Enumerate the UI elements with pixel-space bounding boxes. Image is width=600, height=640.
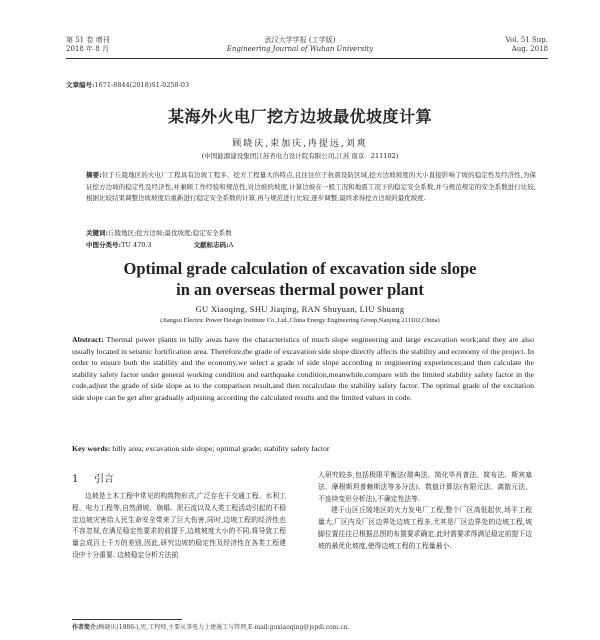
abstract-cn [86, 170, 536, 205]
title-en-line2: in an overseas thermal power plant [176, 280, 424, 299]
section-title: 引言 [94, 474, 114, 485]
body-paragraph: 人研究较多,包括极限平衡法(瑞典法、简化毕肖普法、简布法、斯宾塞法、摩根斯坦普赖斯法等多分法)、数值计算法(有限元法、离散元法、不连续变形分析法),不确定性法等. [318, 471, 532, 503]
clc-label: 中图分类号: [86, 241, 122, 249]
footnote-text: 顾晓庆(1986-),男,工程师,主要从事电力土建施工与管理,E-mail:guxiaoqing@jspdi.com.cn. [98, 624, 350, 631]
running-header-right [448, 36, 548, 54]
title-en-line1: Optimal grade calculation of excavation side slope [123, 259, 477, 278]
body-column-right [318, 470, 532, 553]
running-header-center [190, 36, 410, 54]
journal-name-cn: 武汉大学学报 (工学版) [264, 36, 336, 44]
footnote [72, 622, 542, 631]
body-column-left [72, 491, 286, 562]
keywords-en [72, 443, 534, 454]
journal-date-en: Aug. 2018 [511, 45, 548, 53]
running-header-left [66, 36, 186, 54]
page-title-en [0, 258, 600, 300]
abstract-en [72, 334, 534, 404]
body-paragraph: 边坡是土木工程中常见的构筑物形式,广泛存在于交通工程、水利工程、电力工程等,自然滑坡、崩塌、泥石流以及人类工程活动引起的不稳定边坡灾害给人民生命安全带来了巨大伤害,同时,边坡工程的经济性也不容忽视,在满足稳定性要求的前提下,边坡坡度大小的不同,将导致工程量会成百上千万的差别,因此,研究边坡的稳定性及经济性在各类工程建设中十分重要. 边坡稳定分析方法前 [72, 492, 286, 559]
article-number [66, 80, 189, 89]
keywords-cn [86, 228, 536, 239]
journal-name-en: Engineering Journal of Wuhan University [226, 45, 374, 53]
journal-volume: 第 51 卷 增刊 [66, 36, 110, 44]
keywords-cn-label: 关键词: [86, 229, 109, 237]
affiliation-cn: (中国能源建设集团江苏省电力设计院有限公司,江苏 南京 211102) [201, 152, 399, 160]
article-number-value: 1671-8844(2018)S1-0258-03 [94, 81, 190, 89]
abstract-en-label: Abstract: [72, 335, 104, 344]
keywords-en-text: hilly area; excavation side slope; optimal grade; stability safety factor [112, 444, 330, 453]
section-heading [72, 470, 114, 485]
doc-code-label: 文献标志码: [193, 241, 229, 249]
footnote-divider [72, 619, 182, 620]
keywords-en-label: Key words: [72, 444, 111, 453]
body-paragraph: 建于山区丘陵地区的火力发电厂工程,整个厂区高低起伏,场平工程量大,厂区内及厂区边界处边坡工程多,尤其是厂区边界处的边坡工程,坡脚位置往往已根据总图的布置要求确定,此时需要求得满足稳定前提下边坡的最优化坡度,使得边坡工程的工程量最小. [318, 506, 532, 550]
header-divider [66, 58, 548, 59]
journal-date-cn: 2018 年 8 月 [66, 45, 109, 53]
authors-en: GU Xiaoqing, SHU Jiaqing, RAN Shuyuan, LIU Shuang [195, 304, 405, 314]
section-number: 1 [72, 474, 79, 485]
abstract-cn-text: 位于丘陵地区的火电厂工程具有边坡工程多、挖方工程量大的特点,且往往位于抗震设防区域,挖方边坡坡度的大小直接影响了坡的稳定性及经济性,为保证挖方边坡的稳定性及经济性,并兼顾工作经验和规范性,对边坡的坡度,计算边坡在一般工况和地震工况下的稳定安全系数,并与规范规定的安全系数进行比较,根据比较结果调整边坡坡度后重新进行稳定安全系数的计算,再与规范进行比较,逐步调整,最终求得挖方边坡的最优坡度. [86, 171, 536, 202]
classification-row [86, 240, 536, 251]
doc-code-value: A [228, 241, 234, 249]
clc-value: TU 470.3 [121, 241, 152, 249]
article-number-label: 文章编号: [66, 81, 95, 89]
abstract-en-text: Thermal power plants in hilly areas have the characteristics of much slope engineering and large excavation work;and they are also usually located in seismic fortification area. Therefore,the grade of excavation side slope directly affects the stability and economy of the project. In order to ensure both the stability and the economy,we select a grade of side slope according to engineering experiences;and then calculate the stability safety factor under general working condition and earthquake condition,meanwhile,compare with the limited stability safety factor in the code,adjust the grade of side slope as to the comparison result,and then recalculate the stability safety factor. The optimal grade of the excitation side slope can be get after gradually adjusting according the calculated results and the limited values in code. [72, 335, 534, 402]
keywords-cn-text: 丘陵地区;挖方边坡;最优坡度;稳定安全系数 [108, 229, 232, 237]
authors-cn: 顾晓庆,束加庆,冉提远,刘爽 [232, 139, 368, 149]
abstract-cn-label: 摘要: [86, 171, 102, 179]
page-title-cn: 某海外火电厂挖方边坡最优坡度计算 [167, 107, 432, 126]
footnote-label: 作者简介: [72, 624, 99, 631]
journal-volume-en: Vol. 51 Sup. [505, 36, 548, 44]
affiliation-en: (Jiangsu Electric Power Design Institute Co.,Ltd.,China Energy Engineering Group,Nanjing 211102,China) [160, 317, 440, 324]
